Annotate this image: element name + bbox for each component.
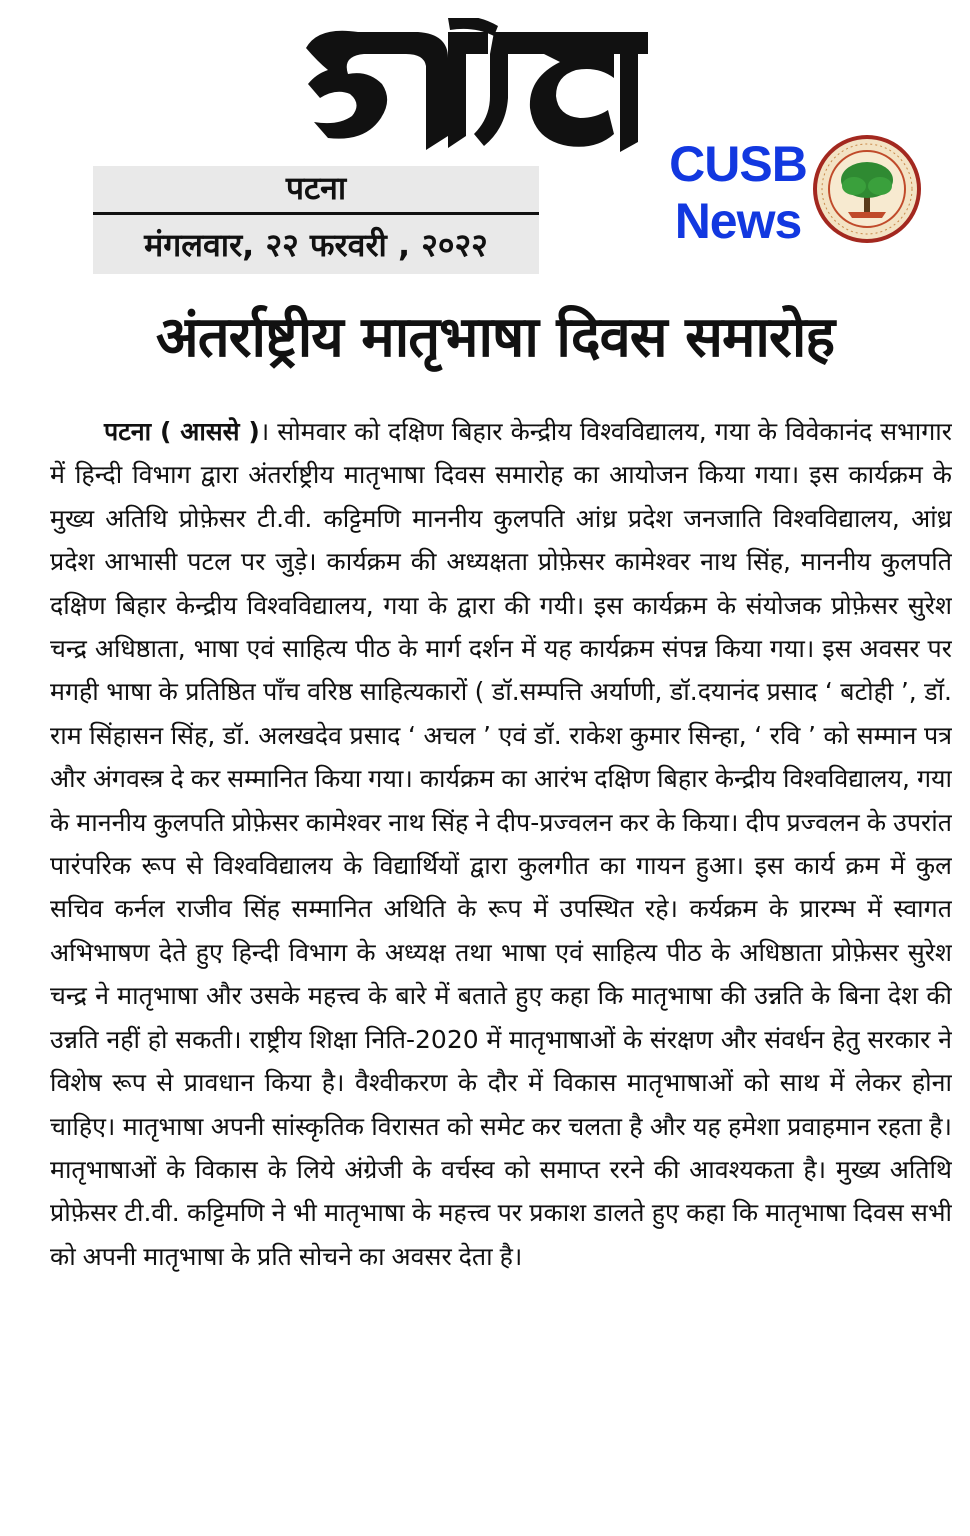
badge-line-2: News bbox=[674, 193, 802, 249]
dateline-date: मंगलवार, २२ फरवरी , २०२२ bbox=[144, 226, 488, 264]
dateline-box bbox=[93, 166, 539, 274]
article-headline: अंतर्राष्ट्रीय मातृभाषा दिवस समारोह bbox=[155, 305, 835, 370]
dateline-city: पटना bbox=[285, 169, 347, 207]
cusb-seal-icon bbox=[812, 134, 922, 244]
article-body bbox=[50, 410, 952, 1520]
dateline-divider bbox=[93, 212, 539, 215]
article-lead-dateline: पटना ( आससे ) bbox=[104, 417, 260, 446]
article-text: । सोमवार को दक्षिण बिहार केन्द्रीय विश्वविद्यालय, गया के विवेकानंद सभागार में हिन्दी विभाग द्वारा अंतर्राष्ट्रीय मातृभाषा दिवस समारोह का आयोजन किया गया। इस कार्यक्रम के मुख्य अतिथि प्रोफ़ेसर टी.वी. कट्टिमणि माननीय कुलपति आंध्र प्रदेश जनजाति विश्वविद्यालय, आंध्र प्रदेश आभासी पटल पर जुड़े। कार्यक्रम की अध्यक्षता प्रोफ़ेसर कामेश्वर नाथ सिंह, माननीय कुलपति दक्षिण बिहार केन्द्रीय विश्वविद्यालय, गया के द्वारा की गयी। इस कार्यक्रम के संयोजक प्रोफ़ेसर सुरेश चन्द्र अधिष्ठाता, भाषा एवं साहित्य पीठ के मार्ग दर्शन में यह कार्यक्रम संपन्न किया गया। इस अवसर पर मगही भाषा के प्रतिष्ठित पाँच वरिष्ठ साहित्यकारों ( डॉ.सम्पत्ति अर्याणी, डॉ.दयानंद प्रसाद ‘ बटोही ’, डॉ. राम सिंहासन सिंह, डॉ. अलखदेव प्रसाद ‘ अचल ’ एवं डॉ. राकेश कुमार सिन्हा, ‘ रवि ’ को सम्मान पत्र और अंगवस्त्र दे कर सम्मानित किया गया। कार्यक्रम का आरंभ दक्षिण बिहार केन्द्रीय विश्वविद्यालय, गया के माननीय कुलपति प्रोफ़ेसर कामेश्वर नाथ सिंह ने दीप-प्रज्वलन कर के किया। दीप प्रज्वलन के उपरांत पारंपरिक रूप से विश्वविद्यालय के विद्यार्थियों द्वारा कुलगीत का गायन हुआ। इस कार्य क्रम में कुल सचिव कर्नल राजीव सिंह सम्मानित अथिति के रूप में उपस्थित रहे। कर्यक्रम के प्रारम्भ में स्वागत अभिभाषण देते हुए हिन्दी विभाग के अध्यक्ष तथा भाषा एवं साहित्य पीठ के अधिष्ठाता प्रोफ़ेसर सुरेश चन्द्र ने मातृभाषा और उसके महत्त्व के बारे में बताते हुए कहा कि मातृभाषा की उन्नति के बिना देश की उन्नति नहीं हो सकती। राष्ट्रीय शिक्षा निति-2020 में मातृभाषाओं के संरक्षण और संवर्धन हेतु सरकार ने विशेष रूप से प्रावधान किया है। वैश्वीकरण के दौर में विकास मातृभाषाओं को साथ में लेकर होना चाहिए। मातृभाषा अपनी सांस्कृतिक विरासत को समेट कर चलता है और यह हमेशा प्रवाहमान रहता है। मातृभाषाओं के विकास के लिये अंग्रेजी के वर्चस्व को समाप्त ररने की आवश्यकता है। मुख्य अतिथि प्रोफ़ेसर टी.वी. कट्टिमणि ने भी मातृभाषा के महत्त्व पर प्रकाश डालते हुए कहा कि मातृभाषा दिवस सभी को अपनी मातृभाषा के प्रति सोचने का अवसर देता है। bbox=[50, 417, 952, 1271]
article-paragraph bbox=[50, 410, 952, 1278]
aaj-logo bbox=[298, 18, 658, 168]
cusb-news-badge bbox=[668, 136, 808, 256]
newspaper-masthead-logo bbox=[298, 18, 658, 168]
badge-line-1: CUSB bbox=[669, 136, 807, 192]
